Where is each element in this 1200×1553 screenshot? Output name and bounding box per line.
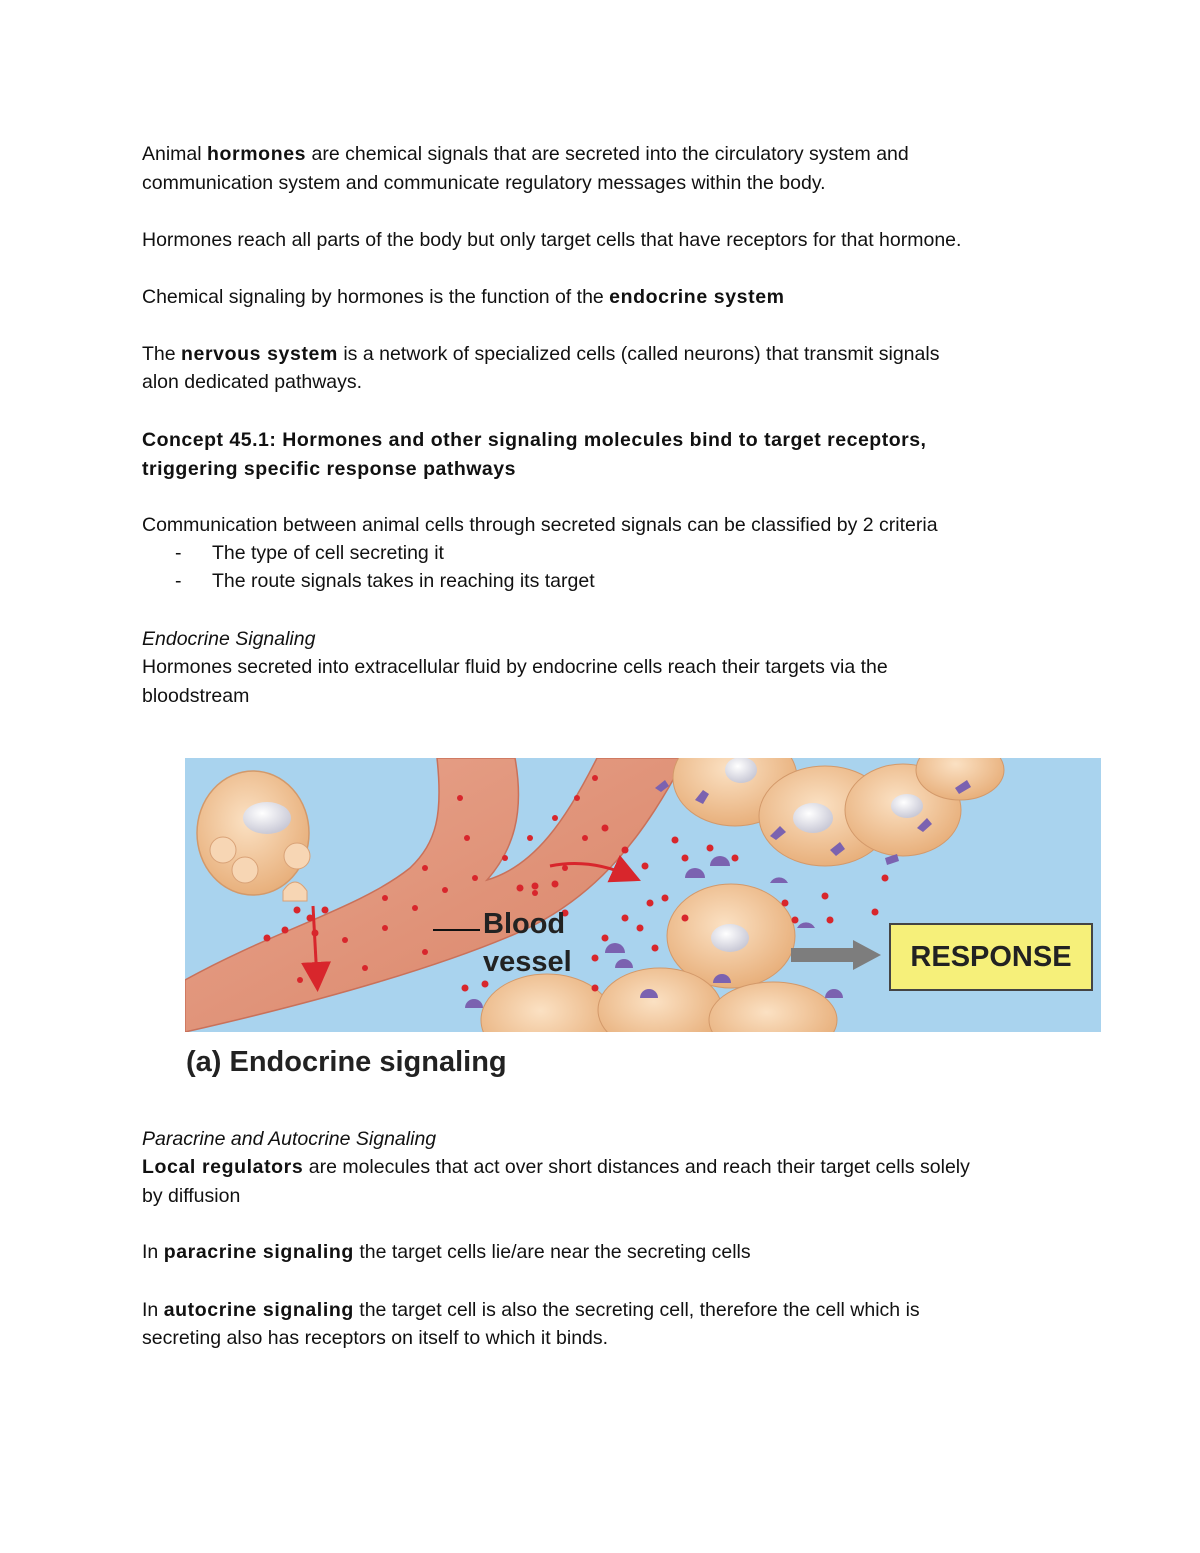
concept-heading-line-1: Concept 45.1: Hormones and other signaling molecules bind to target receptors, [142, 429, 927, 451]
paracrine-paragraph-3 [142, 1296, 920, 1325]
endocrine-signaling-figure [185, 758, 1101, 1032]
text-run: the target cell is also the secreting cell, therefore the cell which is [353, 1299, 920, 1321]
text-run: Chemical signaling by hormones is the function of the [142, 286, 610, 308]
label-vessel: vessel [483, 946, 572, 978]
endocrine-heading: Endocrine Signaling [142, 628, 316, 650]
text-run: are molecules that act over short distances and reach their target cells solely [303, 1156, 970, 1178]
endocrine-text-line-2: bloodstream [142, 685, 250, 707]
paracrine-paragraph-2 [142, 1238, 751, 1267]
text-run: The [142, 343, 182, 365]
text-run: In [142, 1299, 164, 1321]
figure-caption: (a) Endocrine signaling [186, 1046, 507, 1078]
term-hormones: hormones [207, 143, 307, 165]
term-autocrine-signaling: autocrine signaling [163, 1299, 354, 1321]
list-item-text: The type of cell secreting it [212, 542, 444, 564]
endocrine-text-line-1: Hormones secreted into extracellular fluid by endocrine cells reach their targets via the [142, 656, 888, 678]
intro-paragraph-4-line-2: alon dedicated pathways. [142, 371, 363, 393]
term-nervous-system: nervous system [181, 343, 338, 365]
bullet-dash: - [175, 570, 182, 592]
term-paracrine-signaling: paracrine signaling [163, 1241, 354, 1263]
criteria-intro: Communication between animal cells through secreted signals can be classified by 2 criteria [142, 514, 938, 536]
intro-paragraph-4 [142, 340, 939, 369]
intro-paragraph-1 [142, 140, 909, 169]
text-run: In [142, 1241, 164, 1263]
bullet-dash: - [175, 542, 182, 564]
list-item-text: The route signals takes in reaching its target [212, 570, 595, 592]
response-label: RESPONSE [910, 941, 1072, 973]
text-run: the target cells lie/are near the secreting cells [353, 1241, 751, 1263]
paracrine-paragraph-1-line-2: by diffusion [142, 1185, 241, 1207]
intro-paragraph-1-line-2: communication system and communicate regulatory messages within the body. [142, 172, 826, 194]
concept-heading-line-2: triggering specific response pathways [142, 458, 516, 480]
term-local-regulators: Local regulators [142, 1156, 304, 1178]
text-run: Animal [142, 143, 208, 165]
text-run: are chemical signals that are secreted into the circulatory system and [306, 143, 909, 165]
intro-paragraph-3 [142, 283, 785, 312]
term-endocrine-system: endocrine system [609, 286, 785, 308]
paracrine-heading: Paracrine and Autocrine Signaling [142, 1128, 437, 1150]
intro-paragraph-2: Hormones reach all parts of the body but only target cells that have receptors for that hormone. [142, 229, 962, 251]
paracrine-paragraph-1 [142, 1153, 970, 1182]
text-run: is a network of specialized cells (called neurons) that transmit signals [337, 343, 940, 365]
paracrine-paragraph-3-line-2: secreting also has receptors on itself to which it binds. [142, 1327, 609, 1349]
label-blood: Blood [483, 908, 566, 940]
